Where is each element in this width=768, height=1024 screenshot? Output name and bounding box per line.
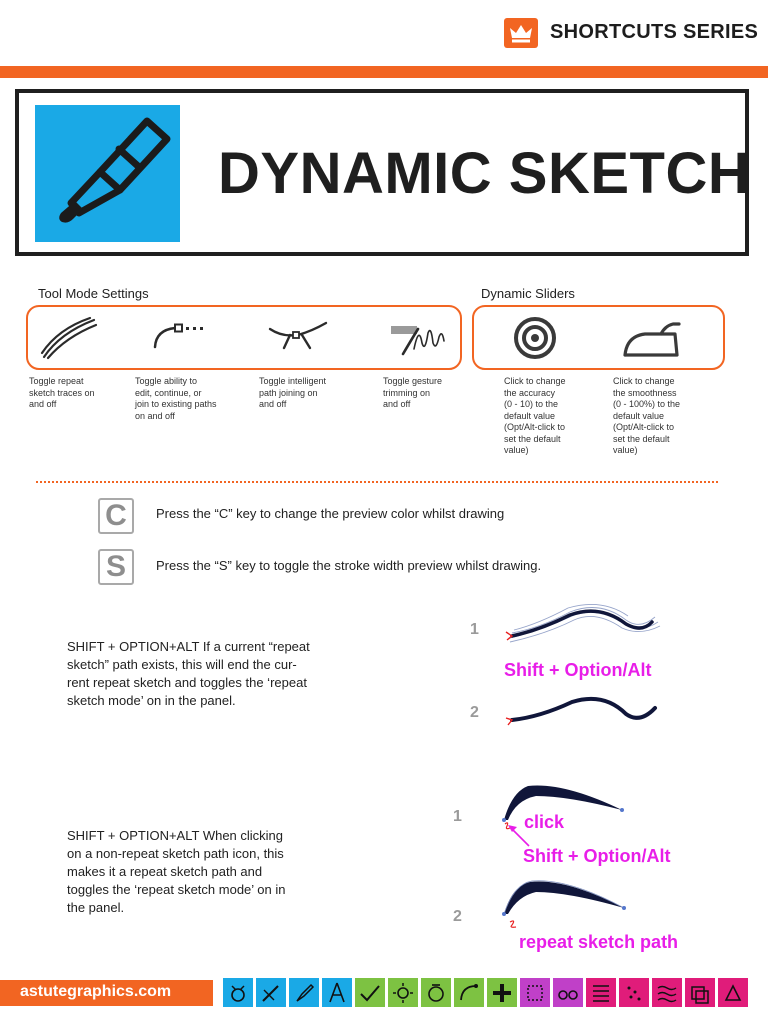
astute-tool-icon-2	[256, 978, 286, 1007]
astute-tool-icon-16	[718, 978, 748, 1007]
series-title: SHORTCUTS SERIES	[550, 21, 759, 43]
section1-modifier-label: Shift + Option/Alt	[504, 660, 652, 680]
site-link[interactable]: astutegraphics.com	[20, 983, 172, 1000]
smoothness-caption: Click to change the smoothness (0 - 100%) to the default value (Opt/Alt-click to set the default value)	[613, 376, 681, 455]
repeat-sketch-illustration	[500, 600, 680, 652]
iron-icon[interactable]	[617, 318, 683, 360]
astute-tool-icon-12	[586, 978, 616, 1007]
click-label: click	[524, 812, 565, 832]
astute-tool-icon-3	[289, 978, 319, 1007]
single-sketch-illustration	[500, 690, 670, 734]
section2-step-2: 2	[453, 908, 462, 925]
section2-modifier-label: Shift + Option/Alt	[523, 846, 671, 866]
astute-tool-icon-5	[355, 978, 385, 1007]
c-key[interactable]: C	[98, 498, 134, 534]
astute-tool-icon-10	[520, 978, 550, 1007]
s-key-description: Press the “S” key to toggle the stroke width preview whilst drawing.	[156, 558, 542, 573]
astute-tool-icon-1	[223, 978, 253, 1007]
tool-mode-label: Tool Mode Settings	[38, 286, 149, 301]
section2-step-1: 1	[453, 808, 462, 825]
astute-tool-icon-4	[322, 978, 352, 1007]
result-label: repeat sketch path	[519, 932, 679, 952]
pen-icon	[35, 105, 180, 242]
page-title: DYNAMIC SKETCH	[218, 141, 751, 206]
s-key[interactable]: S	[98, 549, 134, 585]
repeat-traces-icon[interactable]	[38, 313, 100, 363]
astute-tool-icon-11	[553, 978, 583, 1007]
target-icon[interactable]	[513, 316, 557, 360]
edit-path-icon[interactable]	[150, 315, 210, 355]
c-key-description: Press the “C” key to change the preview color whilst drawing	[156, 506, 505, 521]
header-bar	[0, 66, 768, 78]
repeat-traces-caption: Toggle repeat sketch traces on and off	[29, 376, 95, 409]
accuracy-caption: Click to change the accuracy (0 - 10) to the default value (Opt/Alt-click to set the default value)	[504, 376, 566, 455]
repeat-path-illustration	[496, 872, 636, 928]
astute-tool-icon-6	[388, 978, 418, 1007]
astute-tool-icon-9	[487, 978, 517, 1007]
path-join-caption: Toggle intelligent path joining on and off	[259, 376, 327, 409]
astute-tool-icon-7	[421, 978, 451, 1007]
astute-tool-icon-8	[454, 978, 484, 1007]
astute-tool-icon-14	[652, 978, 682, 1007]
astute-tool-icon-13	[619, 978, 649, 1007]
section1-step-1: 1	[470, 621, 479, 638]
astute-tool-icon-15	[685, 978, 715, 1007]
edit-path-caption: Toggle ability to edit, continue, or join to existing paths on and off	[135, 376, 217, 421]
gesture-trim-icon[interactable]	[388, 315, 450, 359]
dotted-divider	[36, 481, 718, 483]
path-join-icon[interactable]	[266, 315, 330, 355]
dynamic-sliders-label: Dynamic Sliders	[481, 286, 575, 301]
section1-step-2: 2	[470, 704, 479, 721]
tool-tile-strip	[223, 978, 753, 1007]
section2-text: SHIFT + OPTION+ALT When clicking on a non-repeat sketch path icon, this makes it a repeat sketch path and toggles the ‘repeat sketch mode’ on in the panel.	[67, 828, 286, 915]
gesture-trim-caption: Toggle gesture trimming on and off	[383, 376, 443, 409]
crown-icon	[504, 18, 538, 48]
section1-text: SHIFT + OPTION+ALT If a current “repeat sketch” path exists, this will end the cur- rent repeat sketch and toggles the ‘repeat sketch mode’ on in the panel.	[67, 639, 310, 708]
dynamic-sliders-panel	[472, 305, 725, 370]
